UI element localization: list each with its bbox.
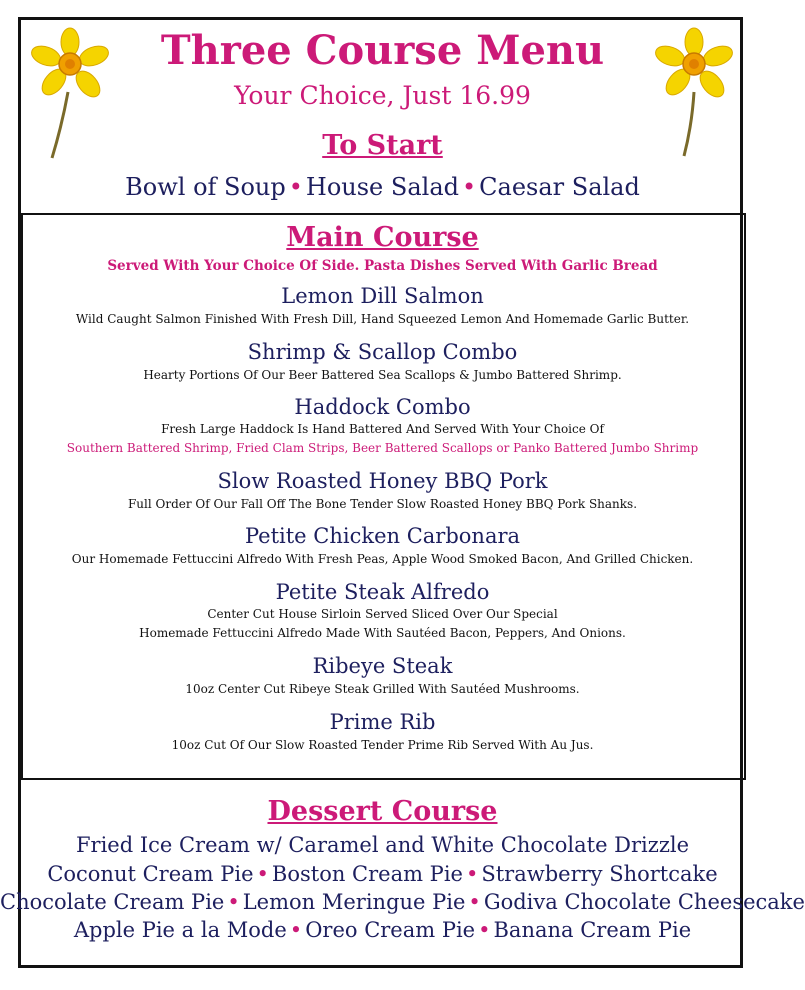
bullet-icon: • [227,890,240,914]
starter-item: House Salad [305,173,459,201]
dish-name: Petite Chicken Carbonara [244,524,521,548]
dish-options: Southern Battered Shrimp, Fried Clam Strips, Beer Battered Scallops or Panko Battered Jumbo Shrimp [66,441,699,455]
dish-description: Homemade Fettuccini Alfredo Made With Sautéed Bacon, Peppers, And Onions. [139,626,626,640]
dish-name: Prime Rib [329,710,436,734]
dessert-item: Chocolate Cream Pie [0,890,225,914]
dish-description: Wild Caught Salmon Finished With Fresh Dill, Hand Squeezed Lemon And Homemade Garlic Butter. [75,312,690,326]
starter-item: Bowl of Soup [125,173,286,201]
dish-description: Our Homemade Fettuccini Alfredo With Fresh Peas, Apple Wood Smoked Bacon, And Grilled Chicken. [71,552,694,566]
bullet-icon: • [468,890,481,914]
dessert-heading: Dessert Course [267,796,498,827]
dessert-item: Strawberry Shortcake [481,862,718,886]
dessert-item: Coconut Cream Pie [47,862,254,886]
starter-item: Caesar Salad [479,173,640,201]
dessert-line [0,888,805,916]
bullet-icon: • [462,173,477,201]
dish-description: Hearty Portions Of Our Beer Battered Sea Scallops & Jumbo Battered Shrimp. [143,368,622,382]
dish-name: Haddock Combo [294,395,471,419]
bullet-icon: • [256,862,269,886]
dessert-item: Oreo Cream Pie [305,918,476,942]
to-start-heading: To Start [322,130,443,161]
dessert-line [0,860,765,888]
dessert-item: Banana Cream Pie [493,918,692,942]
dish-description: 10oz Cut Of Our Slow Roasted Tender Prime Rib Served With Au Jus. [171,738,594,752]
dish-description: Center Cut House Sirloin Served Sliced Over Our Special [207,607,558,621]
bullet-icon: • [478,918,491,942]
dish-name: Slow Roasted Honey BBQ Pork [217,469,548,493]
bullet-icon: • [288,173,303,201]
bullet-icon: • [289,918,303,942]
dessert-line: Fried Ice Cream w/ Caramel and White Chocolate Drizzle [75,833,690,857]
dish-name: Lemon Dill Salmon [281,284,484,308]
dessert-item: Lemon Meringue Pie [242,890,466,914]
to-start-items [0,172,765,202]
bullet-icon: • [465,862,479,886]
page-title: Three Course Menu [160,27,605,74]
dish-description: Full Order Of Our Fall Off The Bone Tender Slow Roasted Honey BBQ Pork Shanks. [127,497,638,511]
dessert-item: Apple Pie a la Mode [73,918,287,942]
main-course-note: Served With Your Choice Of Side. Pasta Dishes Served With Garlic Bread [107,258,658,274]
main-course-heading: Main Course [286,222,479,253]
dish-name: Petite Steak Alfredo [275,580,490,604]
dish-name: Shrimp & Scallop Combo [247,340,518,364]
dessert-item: Godiva Chocolate Cheesecake [483,890,805,914]
dish-description: Fresh Large Haddock Is Hand Battered And Served With Your Choice Of [161,422,604,436]
dessert-line [0,916,765,944]
dish-description: 10oz Center Cut Ribeye Steak Grilled With Sautéed Mushrooms. [185,682,580,696]
dessert-item: Boston Cream Pie [271,862,463,886]
page-subtitle: Your Choice, Just 16.99 [234,81,531,110]
dish-name: Ribeye Steak [312,654,453,678]
